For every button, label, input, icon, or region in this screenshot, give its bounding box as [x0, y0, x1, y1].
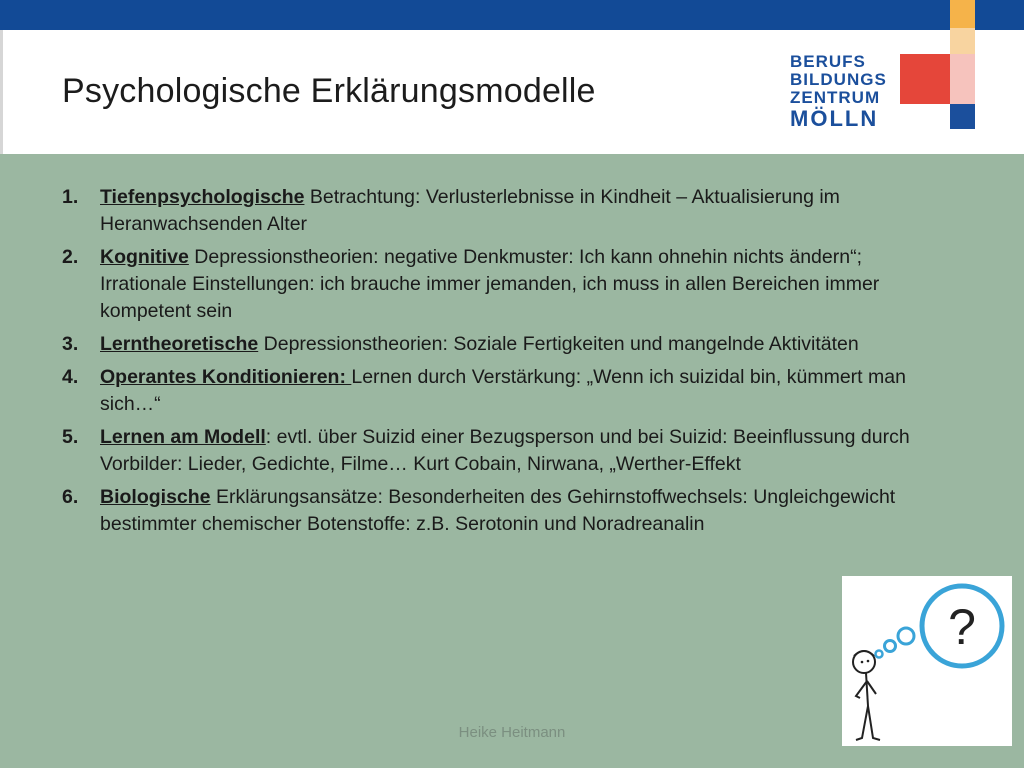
item-text: Depressionstheorien: Soziale Fertigkeiten und mangelnde Aktivitäten	[258, 333, 859, 355]
logo	[790, 53, 890, 131]
item-text: Lernen durch Verstärkung: „Wenn ich suizidal bin, kümmert man sich…“	[100, 366, 906, 415]
logo-square-orange	[950, 0, 975, 28]
logo-square-light-orange	[950, 28, 975, 54]
item-keyword: Tiefenpsychologische	[100, 186, 305, 208]
item-text: Depressionstheorien: negative Denkmuster: Ich kann ohnehin nichts ändern“; Irrationale Einstellungen: ich brauche immer jemanden, ich muss in allen Bereichen immer kompetent sein	[100, 246, 880, 322]
item-keyword: Lernen am Modell	[100, 426, 266, 448]
logo-line-3: ZENTRUM	[790, 88, 881, 107]
list-item	[62, 331, 942, 358]
header-rule	[0, 30, 3, 154]
list-item	[62, 364, 942, 418]
item-text: : evtl. über Suizid einer Bezugsperson und bei Suizid: Beeinflussung durch Vorbilder: Lieder, Gedichte, Filme… Kurt Cobain, Nirwana, „Werther-Effekt	[100, 426, 910, 475]
item-number: 6.	[62, 486, 79, 508]
list-item	[62, 484, 942, 538]
item-number: 3.	[62, 333, 79, 355]
item-text: Betrachtung: Verlusterlebnisse in Kindheit – Aktualisierung im Heranwachsenden Alter	[100, 186, 840, 235]
list-item	[62, 184, 942, 238]
list-item	[62, 244, 942, 325]
logo-line-4: MÖLLN	[790, 106, 879, 131]
logo-square-blue	[950, 104, 975, 129]
item-keyword: Kognitive	[100, 246, 189, 268]
item-text: Erklärungsansätze: Besonderheiten des Gehirnstoffwechsels: Ungleichgewicht bestimmter chemischer Botenstoffe: z.B. Serotonin und Noradreanalin	[100, 486, 896, 535]
item-keyword: Biologische	[100, 486, 211, 508]
model-list	[62, 184, 942, 544]
list-item	[62, 424, 942, 478]
item-number: 1.	[62, 186, 79, 208]
top-bar	[0, 0, 1024, 30]
logo-line-1: BERUFS	[790, 52, 866, 71]
footer-author: Heike Heitmann	[458, 724, 566, 741]
logo-line-2: BILDUNGS	[790, 70, 887, 89]
slide-title: Psychologische Erklärungsmodelle	[62, 72, 596, 110]
item-number: 4.	[62, 366, 79, 388]
item-number: 2.	[62, 246, 79, 268]
item-keyword: Lerntheoretische	[100, 333, 259, 355]
logo-square-pink	[950, 54, 975, 104]
logo-square-red	[900, 54, 950, 104]
item-keyword: Operantes Konditionieren:	[100, 366, 352, 388]
thinking-person-question-icon	[842, 576, 1012, 746]
item-number: 5.	[62, 426, 79, 448]
question-mark-icon: ?	[948, 599, 976, 655]
